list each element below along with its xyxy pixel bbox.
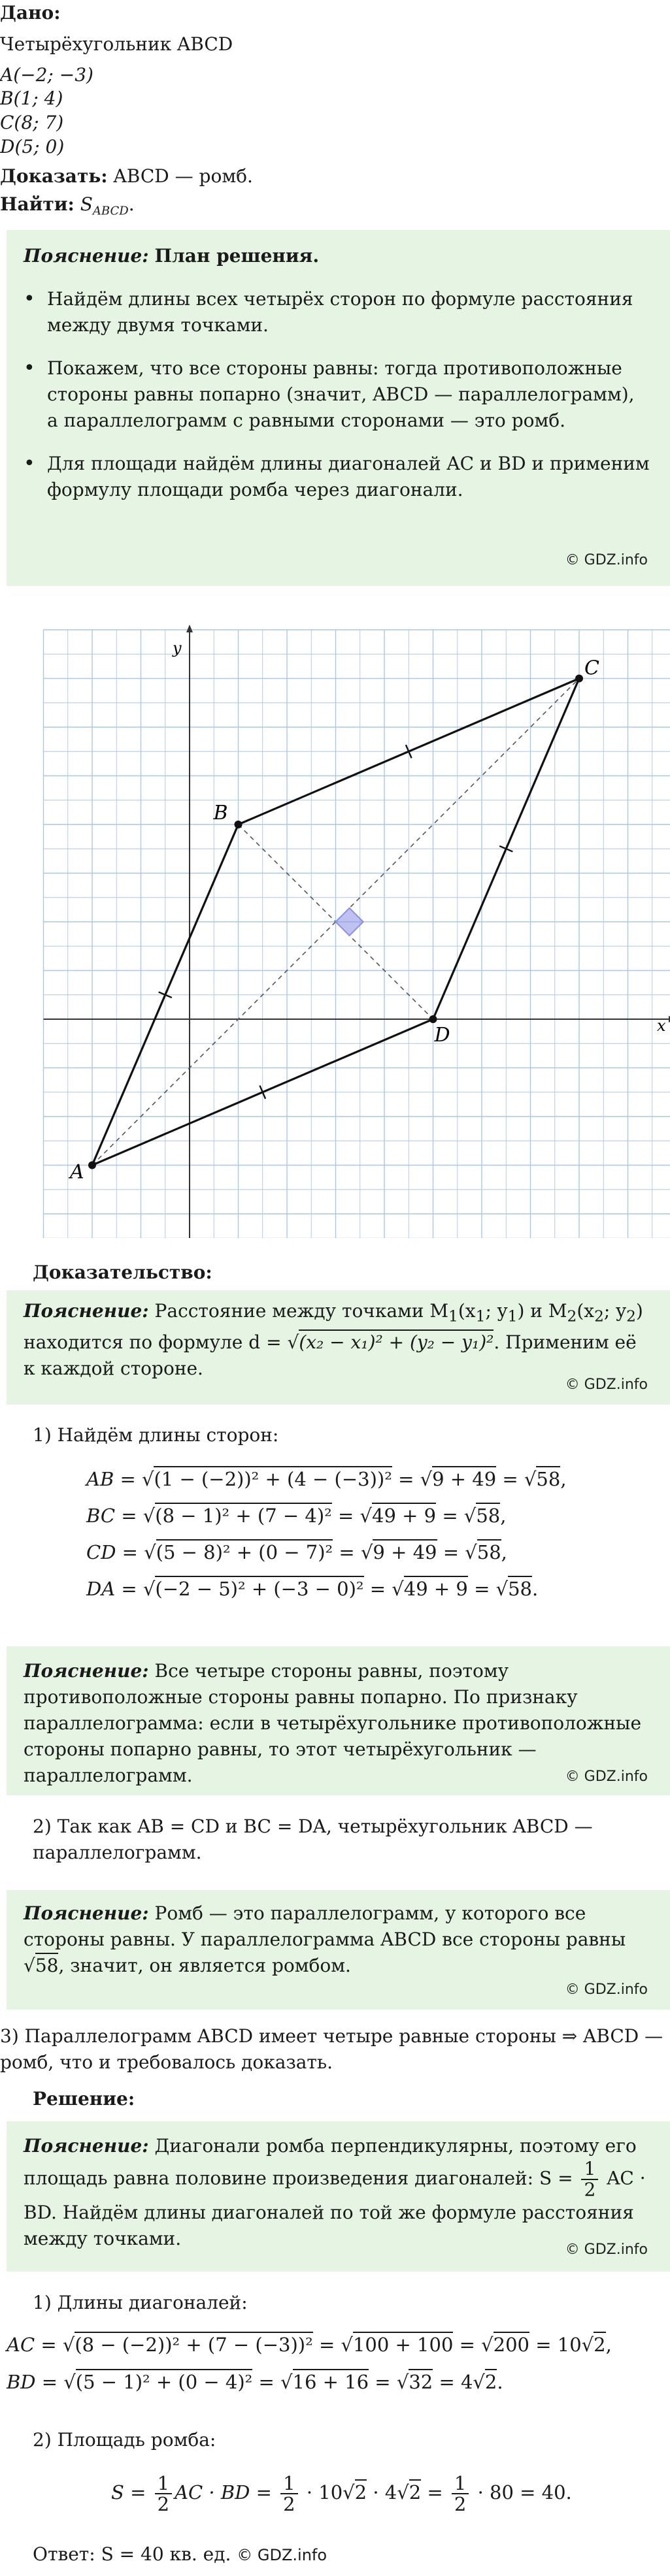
coordinate-chart — [0, 621, 670, 1238]
proof-note-3 — [7, 1890, 670, 2010]
plan-item: • Покажем, что все стороны равны: тогда противоположные стороны равны попарно (значит, ABCD — параллелограмм), а параллелограмм с равными сторонами — это ромб. — [7, 355, 650, 434]
proof-note-2-text: Пояснение: Все четыре стороны равны, поэтому противоположные стороны равны попарно. По признаку параллелограмма: если в четырёхугольнике противоположные стороны попарно равны, то этот четырёхугольник — параллелограмм. — [24, 1660, 642, 1786]
proof-note-1-text: Пояснение: Расстояние между точками $M_1(x_1$; $y_1$) и $M_2(x_2$; $y_2$) находится по формуле d = √(x₂ − x₁)² + (y₂ − y₁)². Применим её к каждой стороне. — [24, 1300, 643, 1379]
proof-note-1 — [7, 1290, 670, 1405]
proof-note-1-brand: © GDZ.info — [565, 1377, 648, 1393]
given-prove: Доказать: ABCD — ромб. — [0, 165, 253, 187]
given-point-b: B(1; 4) — [0, 88, 63, 109]
chart-svg — [0, 621, 670, 1238]
proof-step-1-title: 1) Найдём длины сторон: — [33, 1424, 279, 1446]
area-equation: S = $\frac{1}{2}$ AC · BD = $\frac{1}{2}$ · 10√2 · 4√2 = $\frac{1}{2}$ · 80 = 40. — [111, 2472, 572, 2515]
answer-brand: © GDZ.info — [237, 2546, 327, 2564]
x-axis-label: x — [657, 1017, 666, 1035]
vertex-label-B: B — [213, 802, 228, 824]
diagonal-bd-equation: BD = √(5 − 1)² + (0 − 4)² = √16 + 16 = √32 = 4√2. — [7, 2369, 503, 2395]
proof-step-2: 2) Так как AB = CD и BC = DA, четырёхугольник ABCD — параллелограмм. — [33, 1816, 593, 1863]
vertex-label-A: A — [70, 1160, 84, 1184]
plan-title: Пояснение: План решения. — [24, 245, 320, 267]
vertex-label-D: D — [434, 1024, 450, 1047]
vertex-B — [235, 821, 243, 828]
answer-text: Ответ: S = 40 кв. ед. — [33, 2543, 231, 2565]
proof-note-3-brand: © GDZ.info — [565, 1981, 648, 1998]
side-bc-equation: BC = √(8 − 1)² + (7 − 4)² = √49 + 9 = √58, — [86, 1503, 506, 1529]
vertex-A — [88, 1162, 96, 1169]
side-cd-equation: CD = √(5 − 8)² + (0 − 7)² = √9 + 49 = √58, — [86, 1539, 507, 1565]
vertex-D — [429, 1015, 437, 1023]
solution-step-2-title: 2) Площадь ромба: — [33, 2429, 216, 2451]
given-point-d: D(5; 0) — [0, 136, 65, 157]
side-da-equation: DA = √(−2 − 5)² + (−3 − 0)² = √49 + 9 = √58. — [86, 1576, 538, 1602]
diagonal-ac-equation: AC = √(8 − (−2))² + (7 − (−3))² = √100 + 100 = √200 = 10√2, — [7, 2332, 612, 2358]
vertex-label-C: C — [584, 657, 599, 680]
given-figure: Четырёхугольник ABCD — [0, 33, 233, 55]
plan-item: • Для площади найдём длины диагоналей AC и BD и применим формулу площади ромба через диагонали. — [7, 451, 650, 503]
given-point-a: A(−2; −3) — [0, 64, 93, 86]
given-point-c: C(8; 7) — [0, 112, 64, 133]
answer-line — [33, 2541, 327, 2568]
side-ab-equation: AB = √(1 − (−2))² + (4 − (−3))² = √9 + 49 = √58, — [86, 1466, 567, 1492]
proof-heading: Доказательство: — [33, 1262, 212, 1283]
given-heading: Дано: — [0, 2, 61, 24]
y-axis-arrow — [186, 625, 193, 632]
right-angle-marker — [336, 908, 363, 936]
solution-heading: Решение: — [33, 2088, 135, 2110]
solution-note — [7, 2121, 670, 2272]
proof-note-3-text: Пояснение: Ромб — это параллелограмм, у которого все стороны равны. У параллелограмма ABCD все стороны равны √58, значит, он является ромбом. — [24, 1902, 626, 1976]
plan-brand: © GDZ.info — [565, 552, 648, 568]
proof-step-3: 3) Параллелограмм ABCD имеет четыре равные стороны ⇒ ABCD — ромб, что и требовалось доказать. — [0, 2025, 663, 2073]
vertex-C — [575, 675, 583, 683]
solution-step-1-title: 1) Длины диагоналей: — [33, 2292, 248, 2313]
solution-note-brand: © GDZ.info — [565, 2242, 648, 2258]
proof-note-2 — [7, 1646, 670, 1795]
proof-note-2-brand: © GDZ.info — [565, 1769, 648, 1785]
plan-list — [7, 286, 650, 520]
plan-note — [7, 230, 670, 586]
plan-item: • Найдём длины всех четырёх сторон по формуле расстояния между двумя точками. — [7, 286, 650, 338]
given-find: Найти: $S_{ABCD}$. — [0, 193, 135, 218]
y-axis-label: y — [173, 639, 182, 657]
solution-note-text: Пояснение: Диагонали ромба перпендикулярны, поэтому его площадь равна половине произведения диагоналей: S = $\frac{1}{2}$ AC · BD. Найдём длины диагоналей по той же формуле расстояния между точками. — [24, 2135, 646, 2249]
